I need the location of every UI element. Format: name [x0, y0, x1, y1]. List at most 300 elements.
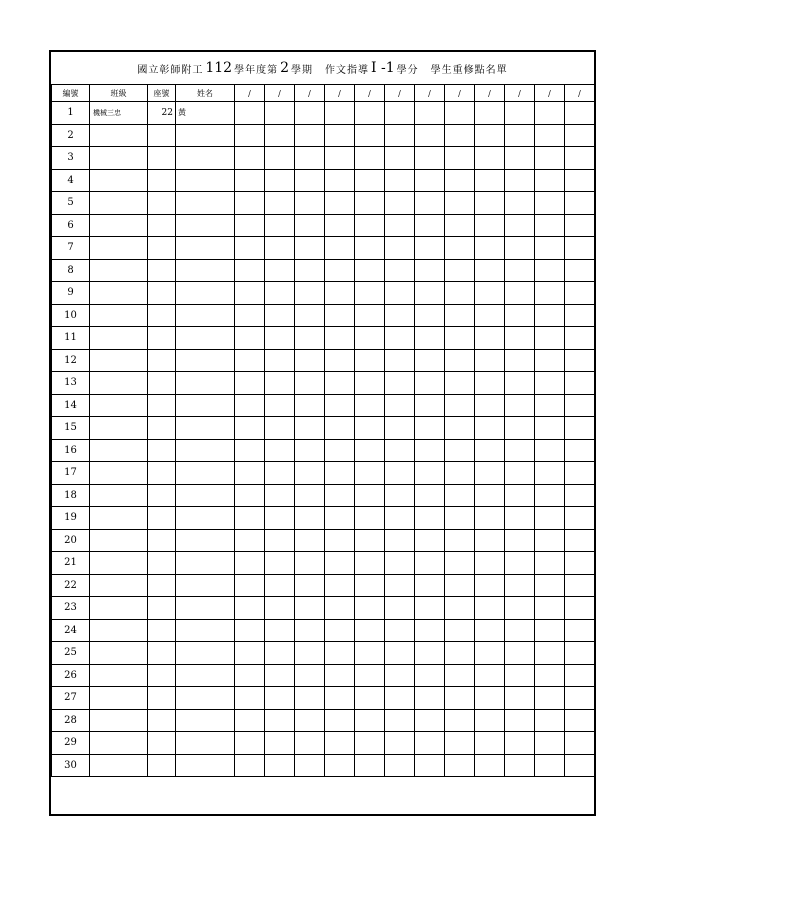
attendance-cell[interactable] — [505, 124, 535, 147]
attendance-cell[interactable] — [535, 349, 565, 372]
attendance-cell[interactable] — [325, 484, 355, 507]
attendance-cell[interactable] — [235, 417, 265, 440]
attendance-cell[interactable] — [325, 214, 355, 237]
attendance-cell[interactable] — [325, 597, 355, 620]
attendance-cell[interactable] — [505, 642, 535, 665]
attendance-cell[interactable] — [355, 372, 385, 395]
attendance-cell[interactable] — [235, 214, 265, 237]
attendance-cell[interactable] — [265, 417, 295, 440]
attendance-cell[interactable] — [355, 349, 385, 372]
attendance-cell[interactable] — [475, 192, 505, 215]
attendance-cell[interactable] — [385, 147, 415, 170]
attendance-cell[interactable] — [295, 664, 325, 687]
attendance-cell[interactable] — [505, 169, 535, 192]
attendance-cell[interactable] — [355, 192, 385, 215]
attendance-cell[interactable] — [385, 349, 415, 372]
attendance-cell[interactable] — [235, 619, 265, 642]
attendance-cell[interactable] — [445, 709, 475, 732]
attendance-cell[interactable] — [475, 372, 505, 395]
attendance-cell[interactable] — [355, 169, 385, 192]
attendance-cell[interactable] — [265, 282, 295, 305]
attendance-cell[interactable] — [355, 552, 385, 575]
attendance-cell[interactable] — [295, 237, 325, 260]
attendance-cell[interactable] — [505, 462, 535, 485]
attendance-cell[interactable] — [475, 597, 505, 620]
attendance-cell[interactable] — [265, 259, 295, 282]
attendance-cell[interactable] — [565, 394, 595, 417]
attendance-cell[interactable] — [385, 619, 415, 642]
attendance-cell[interactable] — [355, 102, 385, 125]
attendance-cell[interactable] — [535, 237, 565, 260]
attendance-cell[interactable] — [565, 169, 595, 192]
attendance-cell[interactable] — [505, 259, 535, 282]
attendance-cell[interactable] — [385, 282, 415, 305]
attendance-cell[interactable] — [565, 349, 595, 372]
attendance-cell[interactable] — [235, 552, 265, 575]
attendance-cell[interactable] — [235, 484, 265, 507]
attendance-cell[interactable] — [325, 529, 355, 552]
attendance-cell[interactable] — [535, 642, 565, 665]
attendance-cell[interactable] — [445, 214, 475, 237]
attendance-cell[interactable] — [505, 147, 535, 170]
attendance-cell[interactable] — [445, 574, 475, 597]
attendance-cell[interactable] — [565, 619, 595, 642]
attendance-cell[interactable] — [505, 574, 535, 597]
attendance-cell[interactable] — [355, 147, 385, 170]
attendance-cell[interactable] — [475, 642, 505, 665]
attendance-cell[interactable] — [535, 687, 565, 710]
attendance-cell[interactable] — [445, 282, 475, 305]
attendance-cell[interactable] — [535, 529, 565, 552]
attendance-cell[interactable] — [235, 754, 265, 777]
attendance-cell[interactable] — [385, 417, 415, 440]
attendance-cell[interactable] — [565, 214, 595, 237]
attendance-cell[interactable] — [385, 192, 415, 215]
attendance-cell[interactable] — [445, 394, 475, 417]
attendance-cell[interactable] — [385, 439, 415, 462]
attendance-cell[interactable] — [445, 192, 475, 215]
attendance-cell[interactable] — [415, 484, 445, 507]
attendance-cell[interactable] — [235, 372, 265, 395]
attendance-cell[interactable] — [295, 282, 325, 305]
attendance-cell[interactable] — [325, 372, 355, 395]
attendance-cell[interactable] — [565, 529, 595, 552]
attendance-cell[interactable] — [475, 102, 505, 125]
attendance-cell[interactable] — [445, 754, 475, 777]
attendance-cell[interactable] — [535, 124, 565, 147]
attendance-cell[interactable] — [265, 214, 295, 237]
attendance-cell[interactable] — [475, 529, 505, 552]
attendance-cell[interactable] — [505, 529, 535, 552]
attendance-cell[interactable] — [505, 282, 535, 305]
attendance-cell[interactable] — [265, 709, 295, 732]
attendance-cell[interactable] — [535, 484, 565, 507]
attendance-cell[interactable] — [565, 372, 595, 395]
attendance-cell[interactable] — [385, 169, 415, 192]
attendance-cell[interactable] — [295, 304, 325, 327]
attendance-cell[interactable] — [295, 349, 325, 372]
attendance-cell[interactable] — [475, 147, 505, 170]
attendance-cell[interactable] — [445, 619, 475, 642]
attendance-cell[interactable] — [445, 642, 475, 665]
attendance-cell[interactable] — [415, 597, 445, 620]
attendance-cell[interactable] — [565, 304, 595, 327]
attendance-cell[interactable] — [415, 462, 445, 485]
attendance-cell[interactable] — [505, 754, 535, 777]
attendance-cell[interactable] — [535, 417, 565, 440]
attendance-cell[interactable] — [535, 327, 565, 350]
attendance-cell[interactable] — [385, 732, 415, 755]
attendance-cell[interactable] — [475, 349, 505, 372]
attendance-cell[interactable] — [445, 664, 475, 687]
attendance-cell[interactable] — [505, 687, 535, 710]
attendance-cell[interactable] — [265, 192, 295, 215]
attendance-cell[interactable] — [325, 642, 355, 665]
attendance-cell[interactable] — [235, 642, 265, 665]
attendance-cell[interactable] — [325, 304, 355, 327]
attendance-cell[interactable] — [235, 147, 265, 170]
attendance-cell[interactable] — [295, 507, 325, 530]
attendance-cell[interactable] — [535, 552, 565, 575]
attendance-cell[interactable] — [445, 552, 475, 575]
attendance-cell[interactable] — [475, 124, 505, 147]
attendance-cell[interactable] — [265, 349, 295, 372]
attendance-cell[interactable] — [535, 754, 565, 777]
attendance-cell[interactable] — [295, 259, 325, 282]
attendance-cell[interactable] — [355, 687, 385, 710]
attendance-cell[interactable] — [535, 259, 565, 282]
attendance-cell[interactable] — [325, 147, 355, 170]
attendance-cell[interactable] — [235, 462, 265, 485]
attendance-cell[interactable] — [355, 732, 385, 755]
attendance-cell[interactable] — [385, 552, 415, 575]
attendance-cell[interactable] — [385, 507, 415, 530]
attendance-cell[interactable] — [505, 597, 535, 620]
attendance-cell[interactable] — [385, 372, 415, 395]
attendance-cell[interactable] — [505, 304, 535, 327]
attendance-cell[interactable] — [355, 709, 385, 732]
attendance-cell[interactable] — [415, 754, 445, 777]
attendance-cell[interactable] — [295, 619, 325, 642]
attendance-cell[interactable] — [445, 732, 475, 755]
attendance-cell[interactable] — [355, 642, 385, 665]
attendance-cell[interactable] — [415, 259, 445, 282]
attendance-cell[interactable] — [295, 529, 325, 552]
attendance-cell[interactable] — [385, 462, 415, 485]
attendance-cell[interactable] — [325, 619, 355, 642]
attendance-cell[interactable] — [295, 484, 325, 507]
attendance-cell[interactable] — [475, 439, 505, 462]
attendance-cell[interactable] — [295, 687, 325, 710]
attendance-cell[interactable] — [535, 732, 565, 755]
attendance-cell[interactable] — [415, 214, 445, 237]
attendance-cell[interactable] — [325, 327, 355, 350]
attendance-cell[interactable] — [505, 349, 535, 372]
attendance-cell[interactable] — [235, 732, 265, 755]
attendance-cell[interactable] — [325, 439, 355, 462]
attendance-cell[interactable] — [535, 394, 565, 417]
attendance-cell[interactable] — [355, 259, 385, 282]
attendance-cell[interactable] — [565, 484, 595, 507]
attendance-cell[interactable] — [505, 552, 535, 575]
attendance-cell[interactable] — [415, 237, 445, 260]
attendance-cell[interactable] — [475, 237, 505, 260]
attendance-cell[interactable] — [475, 664, 505, 687]
attendance-cell[interactable] — [445, 439, 475, 462]
attendance-cell[interactable] — [445, 529, 475, 552]
attendance-cell[interactable] — [355, 462, 385, 485]
attendance-cell[interactable] — [505, 327, 535, 350]
attendance-cell[interactable] — [415, 192, 445, 215]
attendance-cell[interactable] — [415, 642, 445, 665]
attendance-cell[interactable] — [355, 664, 385, 687]
attendance-cell[interactable] — [355, 574, 385, 597]
attendance-cell[interactable] — [535, 507, 565, 530]
attendance-cell[interactable] — [445, 417, 475, 440]
attendance-cell[interactable] — [325, 507, 355, 530]
attendance-cell[interactable] — [445, 237, 475, 260]
attendance-cell[interactable] — [415, 394, 445, 417]
attendance-cell[interactable] — [565, 462, 595, 485]
attendance-cell[interactable] — [565, 147, 595, 170]
attendance-cell[interactable] — [295, 169, 325, 192]
attendance-cell[interactable] — [235, 282, 265, 305]
attendance-cell[interactable] — [535, 664, 565, 687]
attendance-cell[interactable] — [475, 327, 505, 350]
attendance-cell[interactable] — [385, 327, 415, 350]
attendance-cell[interactable] — [355, 507, 385, 530]
attendance-cell[interactable] — [505, 664, 535, 687]
attendance-cell[interactable] — [415, 552, 445, 575]
attendance-cell[interactable] — [385, 237, 415, 260]
attendance-cell[interactable] — [265, 124, 295, 147]
attendance-cell[interactable] — [535, 597, 565, 620]
attendance-cell[interactable] — [295, 574, 325, 597]
attendance-cell[interactable] — [565, 124, 595, 147]
attendance-cell[interactable] — [265, 754, 295, 777]
attendance-cell[interactable] — [565, 709, 595, 732]
attendance-cell[interactable] — [475, 394, 505, 417]
attendance-cell[interactable] — [235, 709, 265, 732]
attendance-cell[interactable] — [445, 687, 475, 710]
attendance-cell[interactable] — [505, 394, 535, 417]
attendance-cell[interactable] — [505, 439, 535, 462]
attendance-cell[interactable] — [415, 529, 445, 552]
attendance-cell[interactable] — [535, 462, 565, 485]
attendance-cell[interactable] — [475, 484, 505, 507]
attendance-cell[interactable] — [565, 597, 595, 620]
attendance-cell[interactable] — [325, 237, 355, 260]
attendance-cell[interactable] — [445, 327, 475, 350]
attendance-cell[interactable] — [445, 169, 475, 192]
attendance-cell[interactable] — [415, 574, 445, 597]
attendance-cell[interactable] — [475, 214, 505, 237]
attendance-cell[interactable] — [325, 169, 355, 192]
attendance-cell[interactable] — [505, 417, 535, 440]
attendance-cell[interactable] — [475, 259, 505, 282]
attendance-cell[interactable] — [415, 372, 445, 395]
attendance-cell[interactable] — [445, 484, 475, 507]
attendance-cell[interactable] — [415, 619, 445, 642]
attendance-cell[interactable] — [535, 304, 565, 327]
attendance-cell[interactable] — [325, 259, 355, 282]
attendance-cell[interactable] — [505, 192, 535, 215]
attendance-cell[interactable] — [445, 304, 475, 327]
attendance-cell[interactable] — [265, 237, 295, 260]
attendance-cell[interactable] — [475, 709, 505, 732]
attendance-cell[interactable] — [325, 102, 355, 125]
attendance-cell[interactable] — [325, 462, 355, 485]
attendance-cell[interactable] — [265, 394, 295, 417]
attendance-cell[interactable] — [385, 214, 415, 237]
attendance-cell[interactable] — [475, 462, 505, 485]
attendance-cell[interactable] — [265, 597, 295, 620]
attendance-cell[interactable] — [415, 102, 445, 125]
attendance-cell[interactable] — [415, 687, 445, 710]
attendance-cell[interactable] — [235, 574, 265, 597]
attendance-cell[interactable] — [355, 529, 385, 552]
attendance-cell[interactable] — [235, 304, 265, 327]
attendance-cell[interactable] — [235, 529, 265, 552]
attendance-cell[interactable] — [475, 282, 505, 305]
attendance-cell[interactable] — [565, 259, 595, 282]
attendance-cell[interactable] — [565, 552, 595, 575]
attendance-cell[interactable] — [265, 304, 295, 327]
attendance-cell[interactable] — [505, 709, 535, 732]
attendance-cell[interactable] — [565, 754, 595, 777]
attendance-cell[interactable] — [235, 237, 265, 260]
attendance-cell[interactable] — [415, 169, 445, 192]
attendance-cell[interactable] — [295, 124, 325, 147]
attendance-cell[interactable] — [355, 237, 385, 260]
attendance-cell[interactable] — [415, 147, 445, 170]
attendance-cell[interactable] — [325, 349, 355, 372]
attendance-cell[interactable] — [325, 664, 355, 687]
attendance-cell[interactable] — [385, 597, 415, 620]
attendance-cell[interactable] — [265, 372, 295, 395]
attendance-cell[interactable] — [355, 394, 385, 417]
attendance-cell[interactable] — [445, 462, 475, 485]
attendance-cell[interactable] — [385, 124, 415, 147]
attendance-cell[interactable] — [475, 507, 505, 530]
attendance-cell[interactable] — [385, 394, 415, 417]
attendance-cell[interactable] — [385, 687, 415, 710]
attendance-cell[interactable] — [325, 282, 355, 305]
attendance-cell[interactable] — [265, 574, 295, 597]
attendance-cell[interactable] — [535, 169, 565, 192]
attendance-cell[interactable] — [355, 282, 385, 305]
attendance-cell[interactable] — [385, 304, 415, 327]
attendance-cell[interactable] — [385, 102, 415, 125]
attendance-cell[interactable] — [235, 394, 265, 417]
attendance-cell[interactable] — [475, 552, 505, 575]
attendance-cell[interactable] — [565, 732, 595, 755]
attendance-cell[interactable] — [235, 349, 265, 372]
attendance-cell[interactable] — [295, 709, 325, 732]
attendance-cell[interactable] — [505, 214, 535, 237]
attendance-cell[interactable] — [535, 439, 565, 462]
attendance-cell[interactable] — [565, 417, 595, 440]
attendance-cell[interactable] — [535, 102, 565, 125]
attendance-cell[interactable] — [235, 192, 265, 215]
attendance-cell[interactable] — [325, 709, 355, 732]
attendance-cell[interactable] — [385, 754, 415, 777]
attendance-cell[interactable] — [235, 124, 265, 147]
attendance-cell[interactable] — [235, 169, 265, 192]
attendance-cell[interactable] — [355, 484, 385, 507]
attendance-cell[interactable] — [385, 664, 415, 687]
attendance-cell[interactable] — [355, 619, 385, 642]
attendance-cell[interactable] — [415, 282, 445, 305]
attendance-cell[interactable] — [445, 349, 475, 372]
attendance-cell[interactable] — [415, 709, 445, 732]
attendance-cell[interactable] — [475, 169, 505, 192]
attendance-cell[interactable] — [535, 372, 565, 395]
attendance-cell[interactable] — [505, 732, 535, 755]
attendance-cell[interactable] — [445, 507, 475, 530]
attendance-cell[interactable] — [565, 327, 595, 350]
attendance-cell[interactable] — [325, 394, 355, 417]
attendance-cell[interactable] — [535, 574, 565, 597]
attendance-cell[interactable] — [565, 192, 595, 215]
attendance-cell[interactable] — [565, 282, 595, 305]
attendance-cell[interactable] — [505, 102, 535, 125]
attendance-cell[interactable] — [415, 507, 445, 530]
attendance-cell[interactable] — [325, 574, 355, 597]
attendance-cell[interactable] — [505, 237, 535, 260]
attendance-cell[interactable] — [505, 619, 535, 642]
attendance-cell[interactable] — [415, 327, 445, 350]
attendance-cell[interactable] — [235, 507, 265, 530]
attendance-cell[interactable] — [565, 664, 595, 687]
attendance-cell[interactable] — [295, 597, 325, 620]
attendance-cell[interactable] — [325, 124, 355, 147]
attendance-cell[interactable] — [325, 754, 355, 777]
attendance-cell[interactable] — [535, 282, 565, 305]
attendance-cell[interactable] — [355, 304, 385, 327]
attendance-cell[interactable] — [265, 529, 295, 552]
attendance-cell[interactable] — [295, 462, 325, 485]
attendance-cell[interactable] — [235, 664, 265, 687]
attendance-cell[interactable] — [325, 192, 355, 215]
attendance-cell[interactable] — [535, 192, 565, 215]
attendance-cell[interactable] — [535, 709, 565, 732]
attendance-cell[interactable] — [505, 507, 535, 530]
attendance-cell[interactable] — [265, 664, 295, 687]
attendance-cell[interactable] — [565, 574, 595, 597]
attendance-cell[interactable] — [415, 417, 445, 440]
attendance-cell[interactable] — [265, 687, 295, 710]
attendance-cell[interactable] — [295, 147, 325, 170]
attendance-cell[interactable] — [355, 597, 385, 620]
attendance-cell[interactable] — [325, 732, 355, 755]
attendance-cell[interactable] — [295, 439, 325, 462]
attendance-cell[interactable] — [385, 642, 415, 665]
attendance-cell[interactable] — [415, 124, 445, 147]
attendance-cell[interactable] — [445, 597, 475, 620]
attendance-cell[interactable] — [415, 732, 445, 755]
attendance-cell[interactable] — [295, 754, 325, 777]
attendance-cell[interactable] — [415, 304, 445, 327]
attendance-cell[interactable] — [415, 664, 445, 687]
attendance-cell[interactable] — [235, 259, 265, 282]
attendance-cell[interactable] — [265, 102, 295, 125]
attendance-cell[interactable] — [295, 417, 325, 440]
attendance-cell[interactable] — [235, 687, 265, 710]
attendance-cell[interactable] — [295, 192, 325, 215]
attendance-cell[interactable] — [505, 484, 535, 507]
attendance-cell[interactable] — [565, 237, 595, 260]
